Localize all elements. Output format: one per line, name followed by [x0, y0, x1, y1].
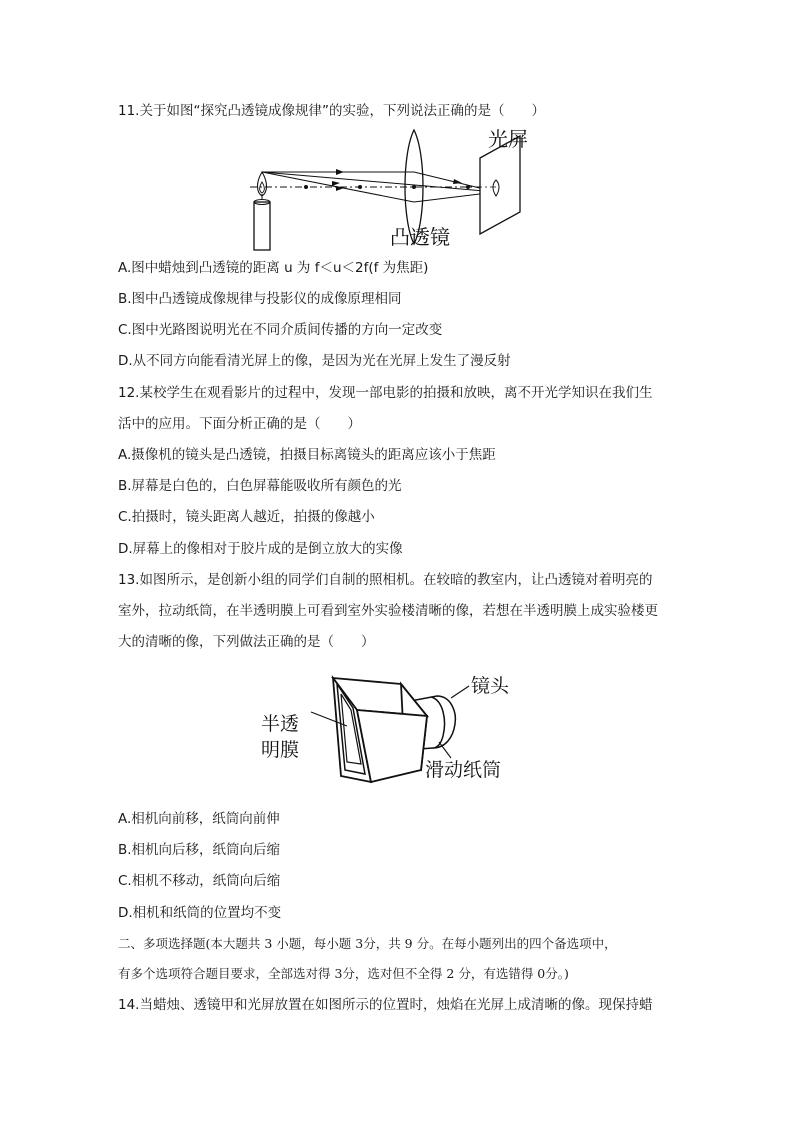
- q11-option-b: B.图中凸透镜成像规律与投影仪的成像原理相同: [118, 291, 402, 307]
- lens-leader: [451, 686, 469, 698]
- q12-option-c: C.拍摄时，镜头距离人越近，拍摄的像越小: [118, 509, 375, 525]
- q13-option-b: B.相机向后移，纸筒向后缩: [118, 842, 281, 858]
- section2-heading-line2: 有多个选项符合题目要求，全部选对得 3分，选对但不全得 2 分，有选错得 0分。): [118, 966, 569, 981]
- q11-option-a: A.图中蜡烛到凸透镜的距离 u 为 f＜u＜2f(f 为焦距): [118, 260, 429, 276]
- q13-stem-line2: 室外，拉动纸筒，在半透明膜上可看到室外实验楼清晰的像，若想在半透明膜上成实验楼更: [118, 603, 658, 619]
- q13-camera-figure: [255, 664, 535, 794]
- q13-option-a: A.相机向前移，纸筒向前伸: [118, 811, 280, 827]
- q13-stem-line1: 13.如图所示，是创新小组的同学们自制的照相机。在较暗的教室内，让凸透镜对着明亮的: [118, 572, 653, 588]
- lens-label: 凸透镜: [390, 225, 450, 249]
- q14-stem-line1: 14.当蜡烛、透镜甲和光屏放置在如图所示的位置时，烛焰在光屏上成清晰的像。现保持蜡: [118, 997, 653, 1013]
- q12-option-b: B.屏幕是白色的，白色屏幕能吸收所有颜色的光: [118, 478, 402, 494]
- film-label-line2: 明膜: [261, 739, 300, 761]
- section2-heading-line1: 二、多项选择题(本大题共 3 小题，每小题 3分，共 9 分。在每小题列出的四个备选项中，: [118, 936, 617, 951]
- tube-label: 滑动纸筒: [425, 759, 502, 781]
- q12-stem-line2: 活中的应用。下面分析正确的是（ ）: [118, 416, 361, 432]
- q11-option-c: C.图中光路图说明光在不同介质间传播的方向一定改变: [118, 322, 443, 338]
- q13-stem-line3: 大的清晰的像，下列做法正确的是（ ）: [118, 634, 375, 650]
- q13-option-c: C.相机不移动，纸筒向后缩: [118, 873, 281, 889]
- q11-stem: 11.关于如图“探究凸透镜成像规律”的实验，下列说法正确的是（ ）: [118, 103, 545, 119]
- q11-convex-lens-figure: [240, 124, 550, 254]
- candle-icon: [254, 172, 270, 250]
- q13-option-d: D.相机和纸筒的位置均不变: [118, 905, 282, 921]
- q12-stem-line1: 12.某校学生在观看影片的过程中，发现一部电影的拍摄和放映，离不开光学知识在我们生: [118, 385, 653, 401]
- lens-label: 镜头: [471, 675, 510, 697]
- q11-option-d: D.从不同方向能看清光屏上的像，是因为光在光屏上发生了漫反射: [118, 353, 511, 369]
- screen-label: 光屏: [488, 127, 528, 151]
- q12-option-a: A.摄像机的镜头是凸透镜，拍摄目标离镜头的距离应该小于焦距: [118, 447, 496, 463]
- film-label-line1: 半透: [261, 713, 300, 735]
- q12-option-d: D.屏幕上的像相对于胶片成的是倒立放大的实像: [118, 541, 403, 557]
